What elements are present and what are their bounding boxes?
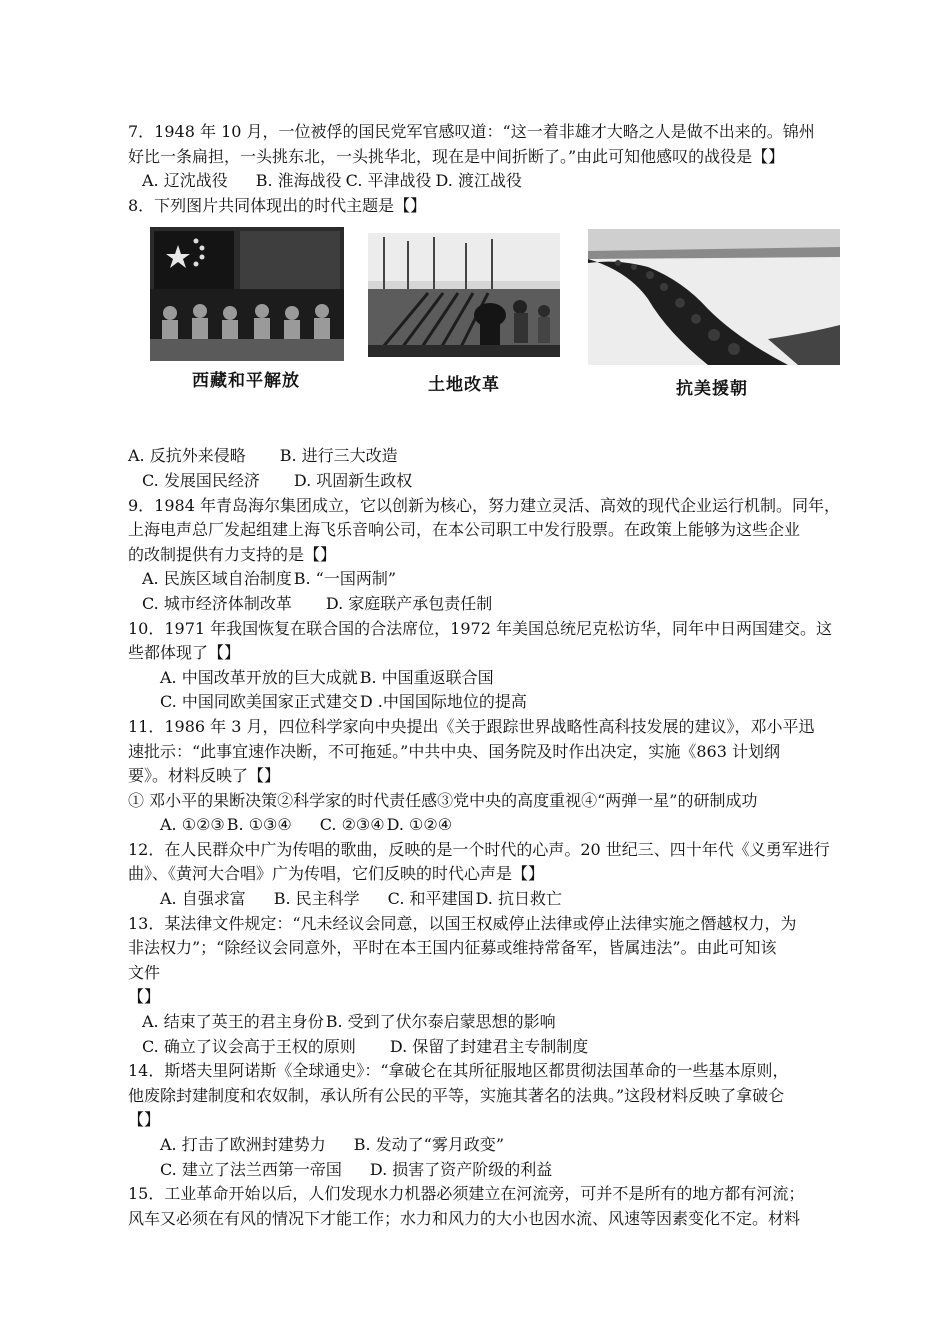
option-a: A. 结束了英王的君主身份 — [142, 1012, 324, 1032]
ceremony-photo-icon — [150, 227, 344, 361]
question-13-line-4: 【】 — [128, 987, 161, 1007]
question-13-options-row-2 — [128, 1035, 840, 1060]
question-13-line-2: 非法权力”；“除经议会同意外，平时在本王国内征募或维持常备军，皆属违法”。由此可知该 — [128, 938, 777, 958]
option-a: A. ①②③ — [160, 815, 225, 835]
option-b: B. 民主科学 — [273, 889, 360, 909]
option-c: C. ②③④ — [319, 815, 385, 835]
question-11-line-1: 11．1986 年 3 月，四位科学家向中央提出《关于跟踪世界战略性高科技发展的建议》，邓小平迅 — [128, 716, 815, 736]
option-c: C. 发展国民经济 — [142, 470, 260, 490]
question-13-options-row-1 — [128, 1010, 840, 1035]
question-13-line-1: 13．某法律文件规定：“凡未经议会同意，以国王权威停止法律或停止法律实施之僭越权力，为 — [128, 913, 797, 933]
troops-crossing-photo-icon — [588, 229, 840, 365]
option-d: D. 保留了封建君主专制制度 — [389, 1036, 589, 1056]
question-14-options-row-1 — [128, 1133, 840, 1158]
question-7-line-1: 7．1948 年 10 月，一位被俘的国民党军官感叹道：“这一着非雄才大略之人是做不出来的。锦州 — [128, 122, 815, 141]
question-10-line-2: 些都体现了【】 — [128, 643, 241, 663]
question-10-line-1: 10．1971 年我国恢复在联合国的合法席位，1972 年美国总统尼克松访华，同年中日两国建交。这 — [128, 618, 832, 638]
question-13-line-3: 文件 — [128, 962, 161, 982]
question-15-line-1: 15．工业革命开始以后，人们发现水力机器必须建立在河流旁，可并不是所有的地方都有河流； — [128, 1184, 805, 1204]
question-15-line-2: 风车又必须在有风的情况下才能工作；水力和风力的大小也因水流、风速等因素变化不定。材料 — [128, 1208, 801, 1228]
option-c: C. 平津战役 — [345, 171, 432, 191]
question-14-options-row-2 — [128, 1158, 840, 1183]
option-d: D. 渡江战役 — [435, 171, 522, 191]
option-c: C. 和平建国 — [387, 889, 474, 909]
question-14-line-1: 14．斯塔夫里阿诺斯《全球通史》：“拿破仑在其所征服地区都贯彻法国革命的一些基本原则， — [128, 1061, 789, 1081]
caption-1: 西藏和平解放 — [192, 371, 300, 392]
option-c: C. 建立了法兰西第一帝国 — [160, 1159, 342, 1179]
question-12 — [128, 838, 840, 912]
option-d: D. ①②④ — [386, 815, 453, 835]
option-b: B. 进行三大改造 — [279, 446, 398, 466]
option-d: D. 抗日救亡 — [475, 889, 562, 909]
question-13 — [128, 912, 840, 1060]
question-12-options — [128, 887, 840, 912]
question-9-options-row-1 — [128, 567, 840, 592]
option-a: A. 打击了欧洲封建势力 — [160, 1135, 326, 1154]
question-12-line-1: 12．在人民群众中广为传唱的歌曲，反映的是一个时代的心声。20 世纪三、四十年代《义勇军进行 — [128, 839, 830, 859]
question-11-line-4: ① 邓小平的果断决策②科学家的时代责任感③党中央的高度重视④“两弹一星”的研制成功 — [128, 790, 758, 810]
caption-2: 土地改革 — [428, 375, 500, 396]
question-11 — [128, 715, 840, 838]
option-b: B. “一国两制” — [293, 569, 397, 589]
question-14-line-3: 【】 — [128, 1110, 161, 1130]
exam-page — [128, 120, 840, 1231]
question-7-options — [128, 169, 840, 194]
question-11-options — [128, 813, 840, 838]
question-7-line-2: 好比一条扁担，一头挑东北，一头挑华北，现在是中间折断了。”由此可知他感叹的战役是【】 — [128, 146, 785, 166]
option-a: A. 反抗外来侵略 — [128, 446, 246, 466]
option-b: B. 受到了伏尔泰启蒙思想的影响 — [325, 1012, 556, 1032]
question-9 — [128, 494, 840, 617]
question-8-options-row-2 — [128, 469, 840, 494]
option-d: D .中国国际地位的提高 — [359, 692, 527, 712]
question-12-line-2: 曲》、《黄河大合唱》广为传唱，它们反映的时代心声是【】 — [128, 864, 545, 884]
question-14 — [128, 1059, 840, 1182]
question-9-options-row-2 — [128, 592, 840, 617]
question-14-line-2: 他废除封建制度和农奴制，承认所有公民的平等，实施其著名的法典。”这段材料反映了拿破仑 — [128, 1085, 785, 1105]
option-b: B. ①③④ — [226, 815, 292, 835]
option-c: C. 城市经济体制改革 — [142, 593, 292, 613]
question-8 — [128, 194, 840, 494]
question-15 — [128, 1182, 840, 1231]
question-11-line-3: 要》。材料反映了【】 — [128, 766, 281, 786]
question-9-line-2: 上海电声总厂发起组建上海飞乐音响公司，在本公司职工中发行股票。在政策上能够为这些企业 — [128, 520, 801, 540]
option-d: D. 巩固新生政权 — [293, 470, 413, 490]
option-a: A. 民族区域自治制度 — [142, 569, 292, 589]
option-b: B. 淮海战役 — [255, 171, 342, 191]
option-a: A. 自强求富 — [160, 889, 246, 909]
question-8-stem: 8．下列图片共同体现出的时代主题是【】 — [128, 195, 427, 215]
caption-3: 抗美援朝 — [676, 379, 748, 400]
option-a: A. 辽沈战役 — [142, 171, 228, 191]
option-b: B. 发动了“雾月政变” — [353, 1135, 505, 1154]
question-9-line-3: 的改制提供有力支持的是【】 — [128, 544, 337, 564]
option-b: B. 中国重返联合国 — [359, 667, 494, 687]
question-9-line-1: 9．1984 年青岛海尔集团成立，它以创新为核心，努力建立灵活、高效的现代企业运行机制。同年， — [128, 495, 840, 515]
question-8-options-row-1 — [128, 444, 840, 469]
question-10-options-row-1 — [128, 666, 840, 691]
option-a: A. 中国改革开放的巨大成就 — [160, 667, 358, 687]
question-10-options-row-2 — [128, 690, 840, 715]
question-10 — [128, 617, 840, 715]
question-7 — [128, 120, 840, 194]
land-reform-photo-icon — [368, 233, 560, 357]
option-d: D. 家庭联产承包责任制 — [325, 593, 493, 613]
option-d: D. 损害了资产阶级的利益 — [369, 1159, 553, 1179]
photo-strip — [128, 221, 840, 425]
question-11-line-2: 速批示：“此事宜速作决断，不可拖延。”中共中央、国务院及时作出决定，实施《863 计划纲 — [128, 741, 780, 761]
option-c: C. 确立了议会高于王权的原则 — [142, 1036, 356, 1056]
option-c: C. 中国同欧美国家正式建交 — [160, 692, 358, 712]
